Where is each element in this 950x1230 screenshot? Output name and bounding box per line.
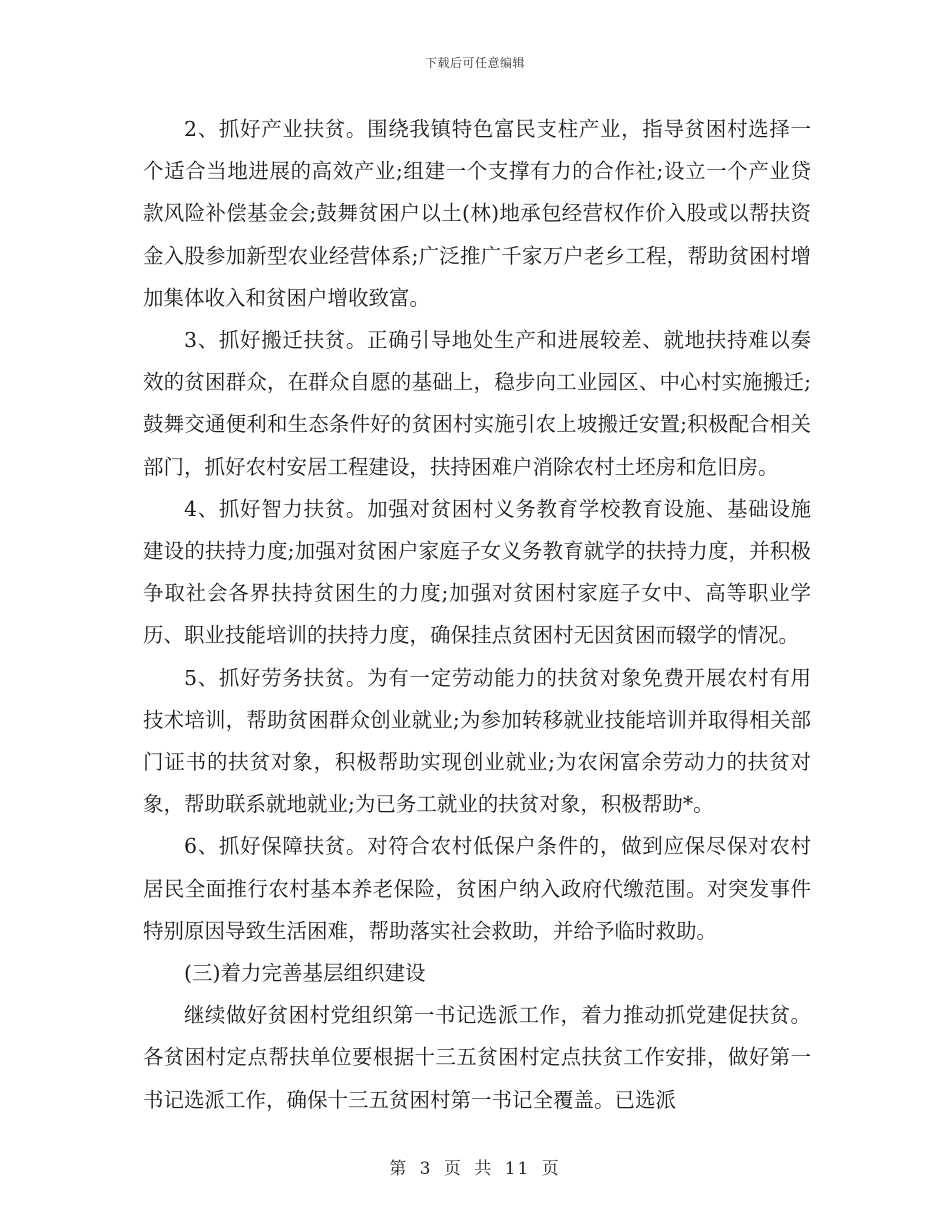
- paragraph-industry-poverty-alleviation: 2、抓好产业扶贫。围绕我镇特色富民支柱产业，指导贫困村选择一个适合当地进展的高效产业;组建一个支撑有力的合作社;设立一个产业贷款风险补偿基金会;鼓舞贫困户以土(林)地承包经营权作价入股或以帮扶资金入股参加新型农业经营体系;广泛推广千家万户老乡工程，帮助贫困村增加集体收入和贫困户增收致富。: [143, 117, 811, 310]
- paragraph-first-secretary: 继续做好贫困村党组织第一书记选派工作，着力推动抓党建促扶贫。各贫困村定点帮扶单位要根据十三五贫困村定点扶贫工作安排，做好第一书记选派工作，确保十三五贫困村第一书记全覆盖。已选派: [143, 1003, 811, 1112]
- paragraph-labor-poverty-alleviation: 5、抓好劳务扶贫。为有一定劳动能力的扶贫对象免费开展农村有用技术培训，帮助贫困群众创业就业;为参加转移就业技能培训并取得相关部门证书的扶贫对象，积极帮助实现创业就业;为农闲富余劳动力的扶贫对象，帮助联系就地就业;为已务工就业的扶贫对象，积极帮助*。: [143, 665, 811, 817]
- paragraph-education-poverty-alleviation: 4、抓好智力扶贫。加强对贫困村义务教育学校教育设施、基础设施建设的扶持力度;加强对贫困户家庭子女义务教育就学的扶持力度，并积极争取社会各界扶持贫困生的力度;加强对贫困村家庭子女中、高等职业学历、职业技能培训的扶持力度，确保挂点贫困村无因贫困而辍学的情况。: [143, 496, 811, 648]
- section-heading: (三)着力完善基层组织建设: [184, 961, 426, 986]
- document-body: [143, 108, 811, 1121]
- page-header: 下载后可任意编辑: [424, 56, 525, 70]
- page-number: 第 3 页 共 11 页: [389, 1159, 561, 1179]
- paragraph-security-poverty-alleviation: 6、抓好保障扶贫。对符合农村低保户条件的，做到应保尽保对农村居民全面推行农村基本养老保险，贫困户纳入政府代缴范围。对突发事件特别原因导致生活困难，帮助落实社会救助，并给予临时救助。: [143, 834, 811, 943]
- paragraph-relocation-poverty-alleviation: 3、抓好搬迁扶贫。正确引导地处生产和进展较差、就地扶持难以奏效的贫困群众，在群众自愿的基础上，稳步向工业园区、中心村实施搬迁;鼓舞交通便利和生态条件好的贫困村实施引农上坡搬迁安置;积极配合相关部门，抓好农村安居工程建设，扶持困难户消除农村土坯房和危旧房。: [143, 328, 811, 479]
